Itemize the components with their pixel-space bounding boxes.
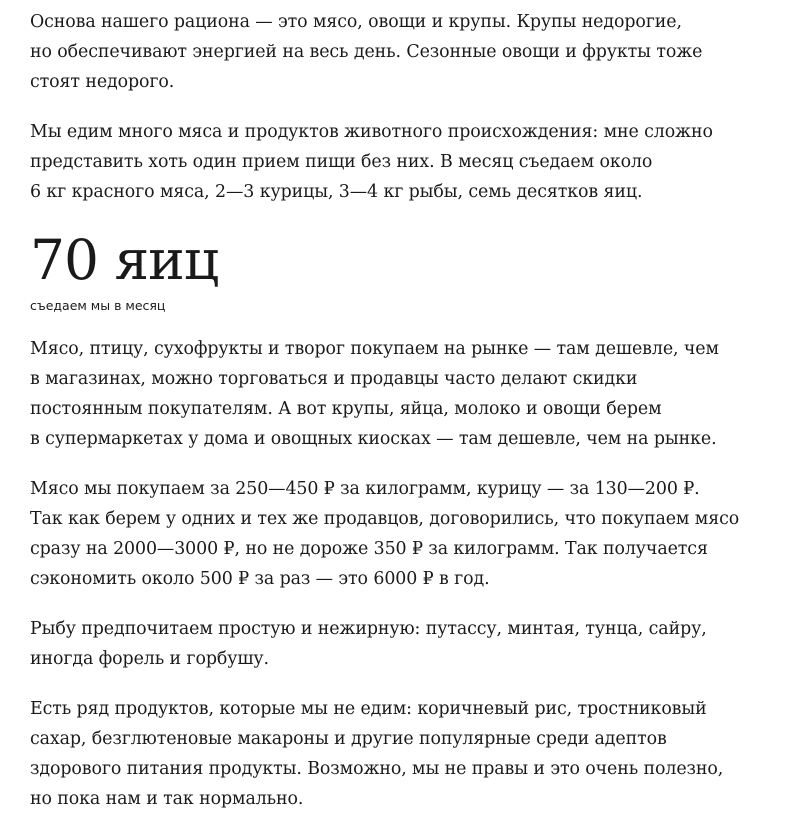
stat-value: 70 яиц (30, 228, 219, 292)
article-body (30, 7, 775, 834)
paragraph-avoided-products: Есть ряд продуктов, которые мы не едим: коричневый рис, тростниковый сахар, безглютеновые макароны и другие популярные среди адептов здорового питания продукты. Возможно, мы не правы и это очень полезно, но пока нам и так нормально. (30, 699, 724, 809)
paragraph-where-to-buy: Мясо, птицу, сухофрукты и творог покупаем на рынке — там дешевле, чем в магазинах, можно торговаться и продавцы часто делают скидки постоянным покупателям. А вот крупы, яйца, молоко и овощи берем в супермаркетах у дома и овощных киосках — там дешевле, чем на рынке. (30, 339, 719, 449)
paragraph-fish-preferences: Рыбу предпочитаем простую и нежирную: путассу, минтая, тунца, сайру, иногда форель и горбушу. (30, 619, 707, 669)
stat-highlight (30, 227, 775, 314)
paragraph-meat-consumption: Мы едим много мяса и продуктов животного происхождения: мне сложно представить хоть один прием пищи без них. В месяц съедаем около 6 кг красного мяса, 2—3 курицы, 3—4 кг рыбы, семь десятков яиц. (30, 122, 713, 202)
paragraph-meat-prices: Мясо мы покупаем за 250—450 ₽ за килограмм, курицу — за 130—200 ₽. Так как берем у одних и тех же продавцов, договорились, что покупаем мясо сразу на 2000—3000 ₽, но не дороже 350 ₽ за килограмм. Так получается сэкономить около 500 ₽ за раз — это 6000 ₽ в год. (30, 479, 740, 589)
paragraph-diet-basis: Основа нашего рациона — это мясо, овощи и крупы. Крупы недорогие, но обеспечивают энергией на весь день. Сезонные овощи и фрукты тоже стоят недорого. (30, 12, 703, 92)
stat-caption: съедаем мы в месяц (30, 298, 166, 313)
